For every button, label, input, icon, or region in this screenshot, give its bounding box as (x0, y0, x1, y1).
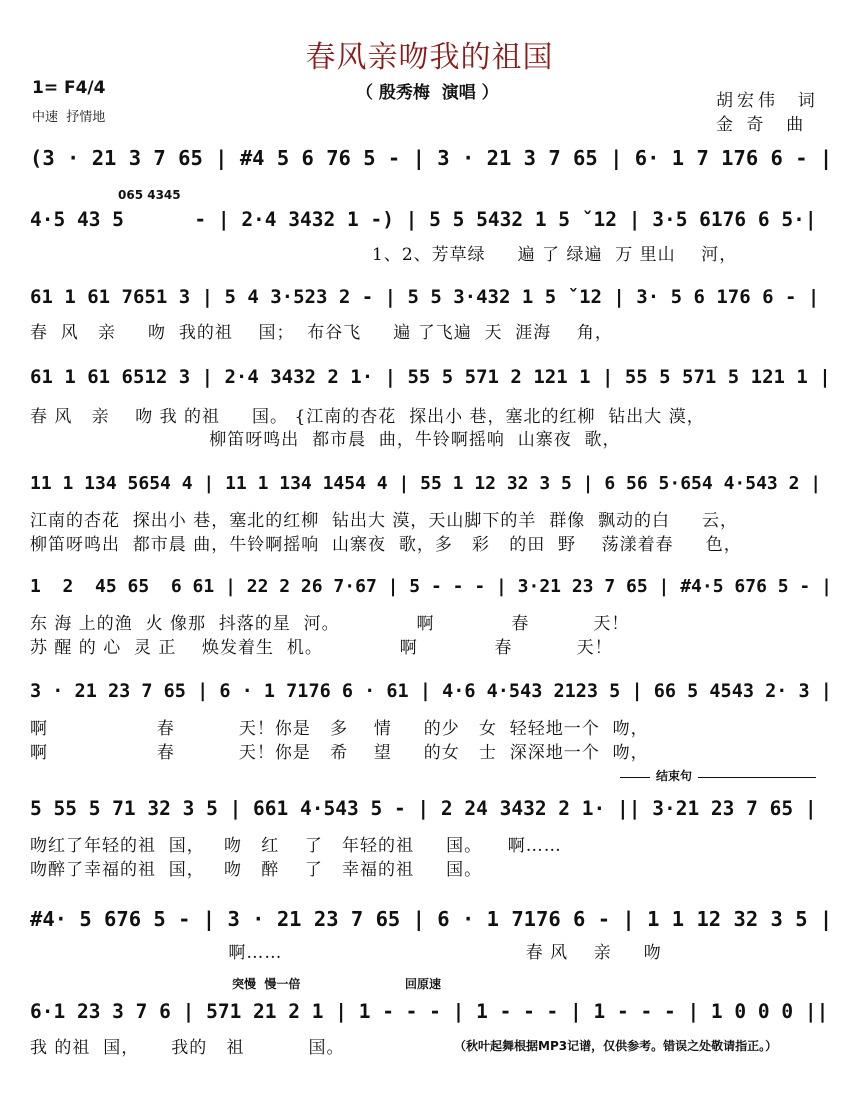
lyrics-row-7-line-2: 啊 春 天！你是 希 望 的女 士 深深地一个 吻， (30, 743, 649, 763)
tempo-change-mark: 突慢 慢一倍 (232, 977, 301, 991)
lyrics-row-10: 我 的祖 国， 我的 祖 国。 (30, 1038, 345, 1058)
lyrics-row-8-line-2: 吻醉了幸福的祖 国， 吻 醉 了 幸福的祖 国。 (30, 860, 483, 880)
notation-row-6: 1 2 45 65 6 61 | 22 2 26 7·67 | 5 - - - | 3·21 23 7 65 | #4·5 676 5 - | (30, 576, 832, 597)
notation-row-5: 11 1 134 5654 4 | 11 1 134 1454 4 | 55 1 12 32 3 5 | 6 56 5·654 4·543 2 | (30, 473, 822, 494)
lyrics-row-7-line-1: 啊 春 天！你是 多 情 的少 女 轻轻地一个 吻， (30, 719, 649, 739)
song-title: 春风亲吻我的祖国 (305, 40, 554, 75)
tempo-resume-mark: 回原速 (405, 977, 442, 991)
transcription-footnote: （秋叶起舞根据MP3记谱，仅供参考。错误之处敬请指正。） (454, 1039, 778, 1053)
lyrics-row-3: 春 风 亲 吻 我的祖 国； 布谷飞 遍 了飞遍 天 涯海 角， (30, 323, 613, 343)
notation-row-7: 3 · 21 23 7 65 | 6 · 1 7176 6 · 61 | 4·6 4·543 2123 5 | 66 5 4543 2· 3 | (30, 681, 832, 702)
lyrics-row-8-line-1: 吻红了年轻的祖 国， 吻 红 了 年轻的祖 国。 啊…… (30, 836, 562, 856)
lyrics-row-2: 1、2、芳草绿 遍 了 绿遍 万 里山 河， (372, 245, 738, 265)
lyrics-row-9: 啊…… 春 风 亲 吻 (190, 943, 662, 963)
key-signature: 1= F4/4 (32, 78, 106, 98)
lyrics-row-5-line-2: 柳笛呀鸣出 都市晨 曲，牛铃啊摇响 山寨夜 歌，多 彩 的田 野 荡漾着春 色， (30, 535, 742, 555)
lyricist-credit: 胡宏伟 词 (716, 91, 819, 111)
notation-row-2: 4·5 43 5 - | 2·4 3432 1 -) | 5 5 5432 1 5 ˇ12 | 3·5 6176 6 5·| (30, 208, 817, 231)
notation-row-8: 5 55 5 71 32 3 5 | 661 4·543 5 - | 2 24 3432 2 1· || 3·21 23 7 65 | (30, 797, 817, 820)
lyrics-row-4-line-2: 柳笛呀鸣出 都市晨 曲，牛铃啊摇响 山寨夜 歌， (30, 430, 621, 450)
notation-row-9: #4· 5 676 5 - | 3 · 21 23 7 65 | 6 · 1 7176 6 - | 1 1 12 32 3 5 | (30, 907, 833, 931)
notation-row-3: 61 1 61 7651 3 | 5 4 3·523 2 - | 5 5 3·432 1 5 ˇ12 | 3· 5 6 176 6 - | (30, 286, 820, 308)
lyrics-row-6-line-1: 东 海 上的渔 火 像那 抖落的星 河。 啊 春 天！ (30, 614, 630, 634)
lyrics-row-6-line-2: 苏 醒 的 心 灵 正 焕发着生 机。 啊 春 天！ (30, 638, 613, 658)
notation-row-1: (3 · 21 3 7 65 | #4 5 6 76 5 - | 3 · 21 3 7 65 | 6· 1 7 176 6 - | (30, 146, 833, 170)
singer-credit: （ 殷秀梅 演唱 ） (356, 83, 499, 103)
end-section-label: 结束句 (650, 767, 698, 784)
tempo-marking: 中速 抒情地 (32, 110, 106, 125)
composer-credit: 金 奇 曲 (716, 115, 808, 135)
notation-row-10: 6·1 23 3 7 6 | 571 21 2 1 | 1 - - - | 1 - - - | 1 - - - | 1 0 0 0 || (30, 1000, 829, 1023)
lyrics-row-5-line-1: 江南的杏花 探出小 巷，塞北的红柳 钻出大 漠，天山脚下的羊 群像 飘动的白 云， (30, 511, 739, 531)
notation-row-4: 61 1 61 6512 3 | 2·4 3432 2 1· | 55 5 571 2 121 1 | 55 5 571 5 121 1 | (30, 366, 831, 388)
inline-notes-mark: 065 4345 (118, 188, 181, 202)
lyrics-row-4-line-1: 春 风 亲 吻 我 的祖 国。 {江南的杏花 探出小 巷，塞北的红柳 钻出大 漠， (30, 407, 705, 427)
